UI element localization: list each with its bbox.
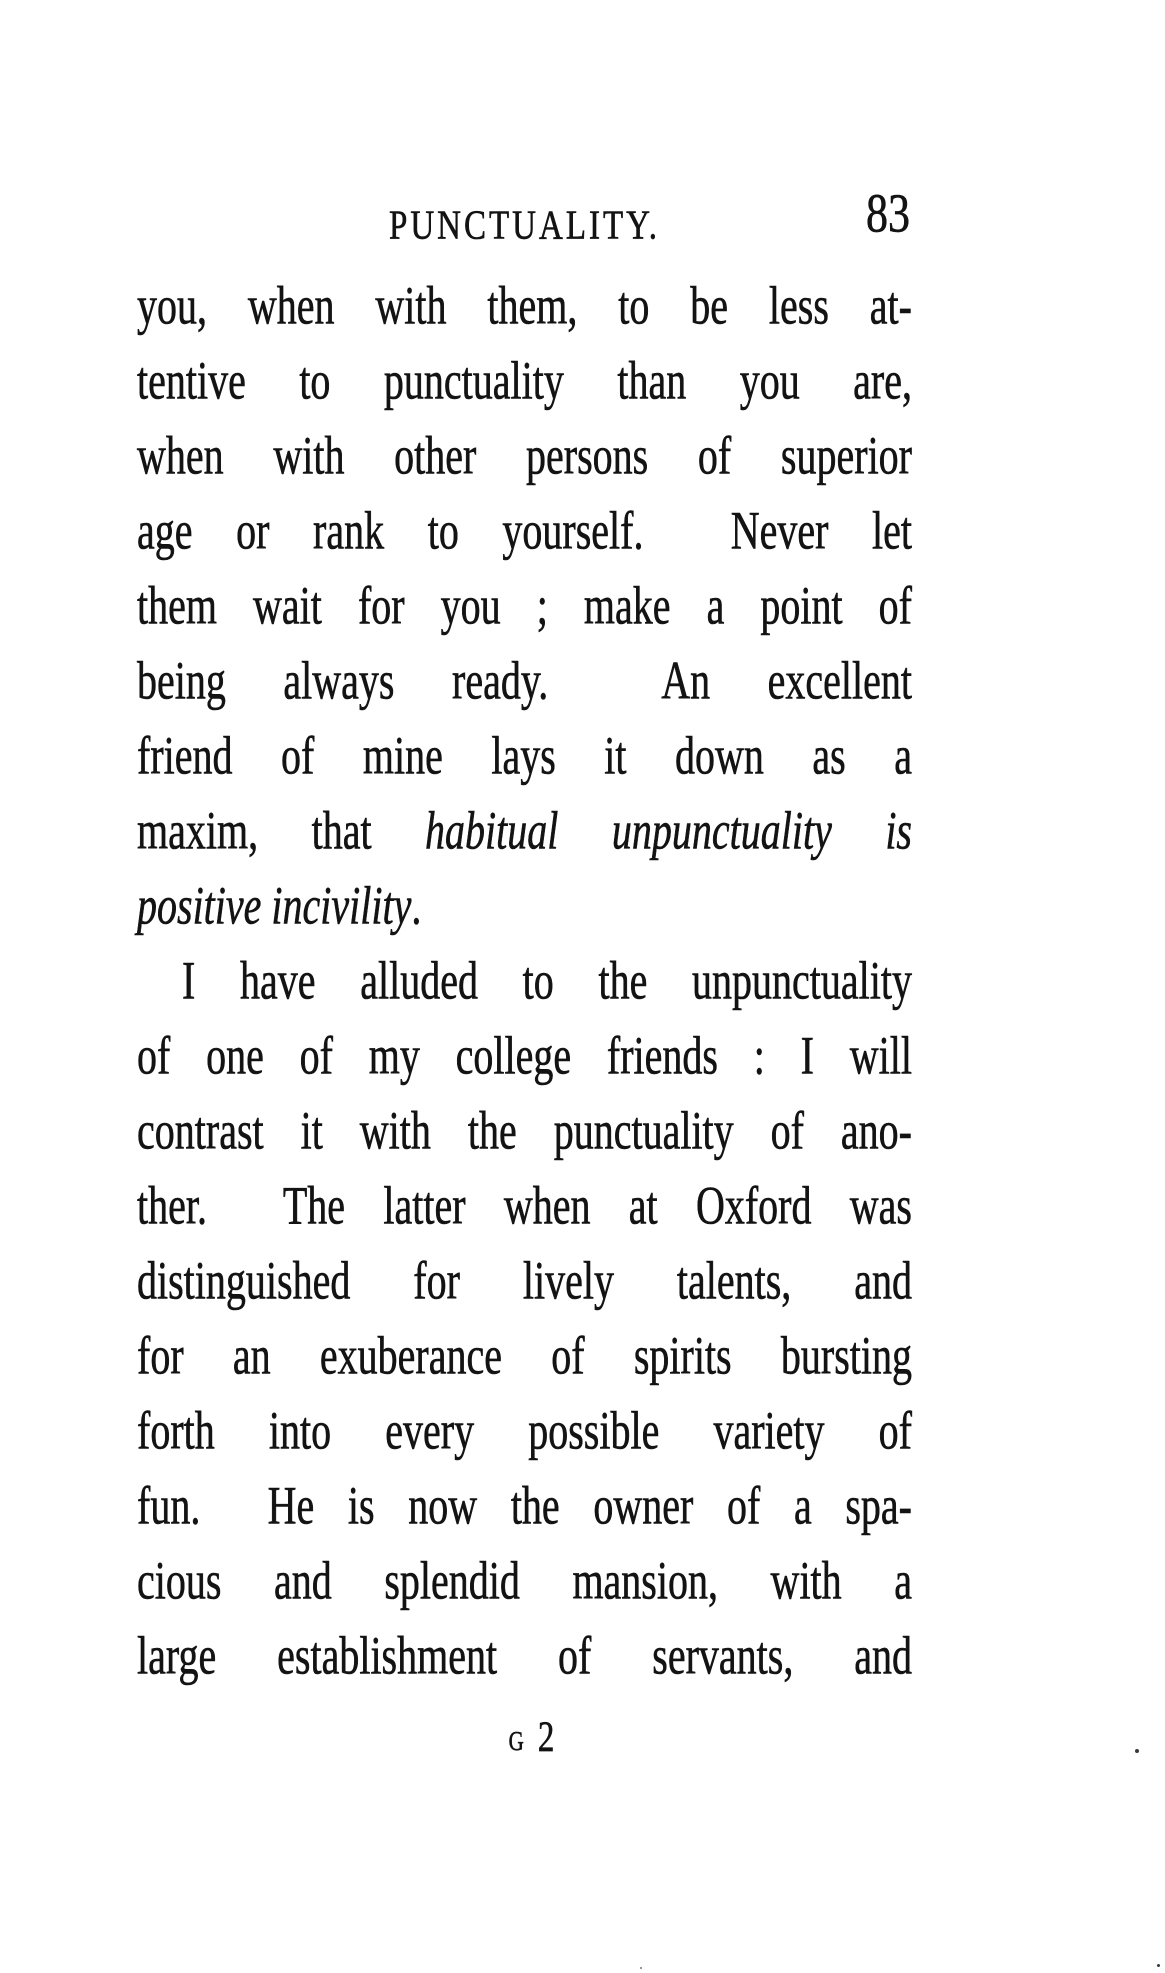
scan-speck xyxy=(640,1967,642,1969)
text-segment-italic: positive incivility xyxy=(137,874,412,936)
text-segment: you, when with them, to be less at- xyxy=(137,274,912,336)
text-segment: when with other persons of superior xyxy=(137,424,912,486)
page-number: 83 xyxy=(866,182,910,244)
signature-letter: G xyxy=(508,1725,524,1757)
text-segment: contrast it with the punctuality of ano- xyxy=(137,1099,912,1161)
text-segment: for an exuberance of spirits bursting xyxy=(137,1324,912,1386)
text-segment: distinguished for lively talents, and xyxy=(137,1249,912,1311)
scan-speck xyxy=(1157,1964,1160,1967)
signature-mark xyxy=(144,1712,919,1772)
text-segment: of one of my college friends : I will xyxy=(137,1024,912,1086)
text-segment: I have alluded to the unpunctuality xyxy=(182,949,912,1011)
text-segment: maxim, that xyxy=(137,799,426,861)
text-segment: cious and splendid mansion, with a xyxy=(137,1549,912,1611)
text-segment: fun. He is now the owner of a spa- xyxy=(137,1474,912,1536)
body-text xyxy=(137,273,912,1698)
text-line xyxy=(137,1604,912,1706)
text-segment-italic: habitual unpunctuality is xyxy=(425,799,912,861)
text-segment: . xyxy=(411,874,422,936)
signature-number: 2 xyxy=(537,1714,555,1762)
text-segment: tentive to punctuality than you are, xyxy=(137,349,912,411)
text-segment: large establishment of servants, and xyxy=(137,1624,912,1686)
text-segment: them wait for you ; make a point of xyxy=(137,574,912,636)
text-segment: forth into every possible variety of xyxy=(137,1399,912,1461)
text-segment: friend of mine lays it down as a xyxy=(137,724,912,786)
text-segment: ther. The latter when at Oxford was xyxy=(137,1174,912,1236)
running-head-title: PUNCTUALITY. xyxy=(389,203,660,249)
text-segment: age or rank to yourself. Never let xyxy=(137,499,912,561)
text-segment: being always ready. An excellent xyxy=(137,649,912,711)
scan-speck xyxy=(1135,1749,1139,1753)
